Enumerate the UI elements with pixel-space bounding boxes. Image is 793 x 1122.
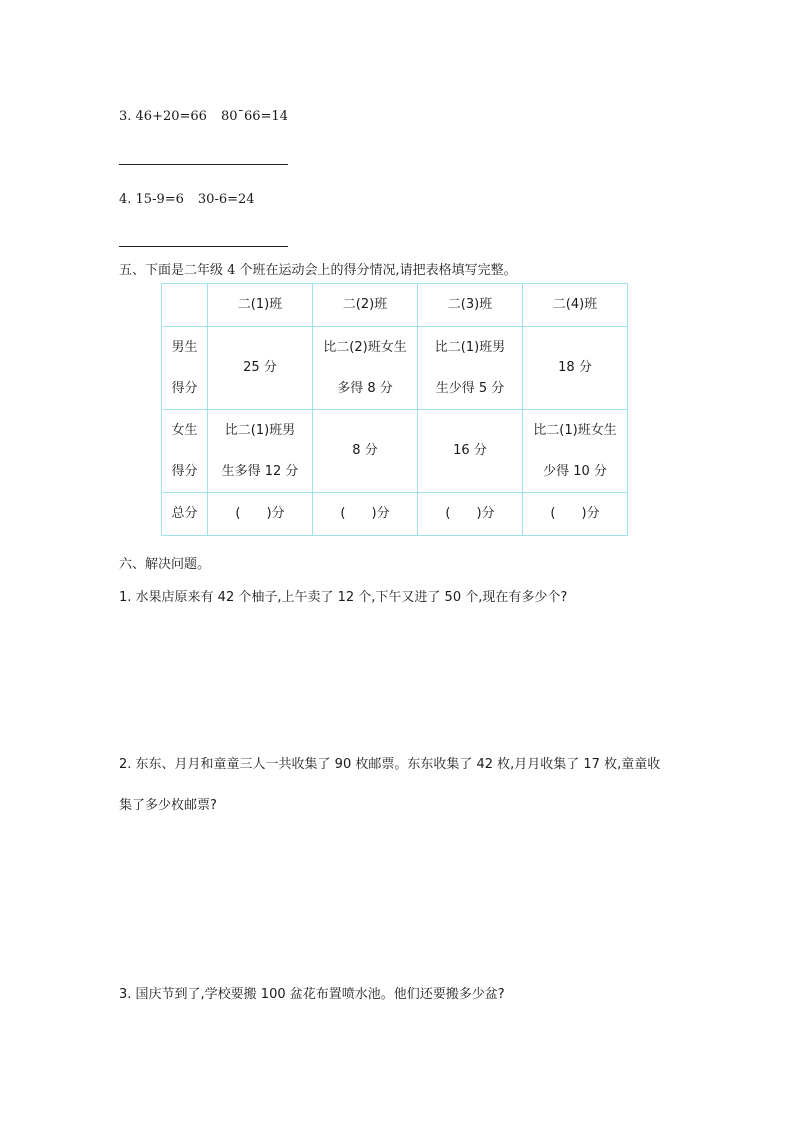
item-3 xyxy=(119,109,288,125)
total-score-row xyxy=(162,493,628,536)
item-4-equation-2: 30-6=24 xyxy=(197,192,255,207)
boys-class-3: 比二(1)班男 生少得 5 分 xyxy=(418,327,523,410)
question-2-line-1: 2. 东东、月月和童童三人一共收集了 90 枚邮票。东东收集了 42 枚,月月收集了 17 枚,童童收 xyxy=(119,757,661,772)
question-3: 3. 国庆节到了,学校要搬 100 盆花布置喷水池。他们还要搬多少盆? xyxy=(119,987,505,1002)
question-1: 1. 水果店原来有 42 个柚子,上午卖了 12 个,下午又进了 50 个,现在有多少个? xyxy=(119,590,568,605)
header-class-2: 二(2)班 xyxy=(313,284,418,327)
girls-label: 女生 得分 xyxy=(162,410,208,493)
total-class-3[interactable]: ( )分 xyxy=(418,493,523,536)
header-class-4: 二(4)班 xyxy=(523,284,628,327)
item-3-equation-1: 3. 46+20=66 xyxy=(119,109,207,124)
answer-blank-4[interactable] xyxy=(119,246,288,247)
score-table xyxy=(161,283,628,536)
item-4-equation-1: 4. 15-9=6 xyxy=(119,192,184,207)
boys-class-2: 比二(2)班女生 多得 8 分 xyxy=(313,327,418,410)
girls-class-1: 比二(1)班男 生多得 12 分 xyxy=(208,410,313,493)
item-3-equation-2: 80¯66=14 xyxy=(220,109,288,124)
boys-class-4: 18 分 xyxy=(523,327,628,410)
girls-score-row xyxy=(162,410,628,493)
girls-class-2: 8 分 xyxy=(313,410,418,493)
item-4 xyxy=(119,192,255,208)
table-header-row xyxy=(162,284,628,327)
header-class-3: 二(3)班 xyxy=(418,284,523,327)
question-2-line-2: 集了多少枚邮票? xyxy=(119,798,217,813)
section-5-title: 五、下面是二年级 4 个班在运动会上的得分情况,请把表格填写完整。 xyxy=(119,263,517,278)
girls-class-3: 16 分 xyxy=(418,410,523,493)
boys-class-1: 25 分 xyxy=(208,327,313,410)
boys-score-row xyxy=(162,327,628,410)
total-label: 总分 xyxy=(162,493,208,536)
total-class-2[interactable]: ( )分 xyxy=(313,493,418,536)
total-class-1[interactable]: ( )分 xyxy=(208,493,313,536)
total-class-4[interactable]: ( )分 xyxy=(523,493,628,536)
boys-label: 男生 得分 xyxy=(162,327,208,410)
header-class-1: 二(1)班 xyxy=(208,284,313,327)
girls-class-4: 比二(1)班女生 少得 10 分 xyxy=(523,410,628,493)
answer-blank-3[interactable] xyxy=(119,164,288,165)
header-empty-cell xyxy=(162,284,208,327)
section-6-title: 六、解决问题。 xyxy=(119,557,211,572)
